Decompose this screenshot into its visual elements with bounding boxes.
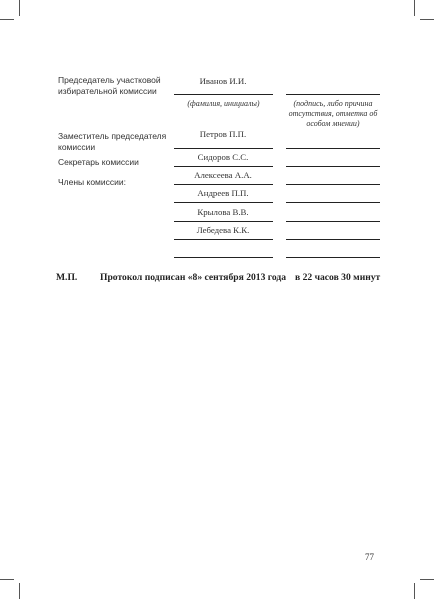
member-signature-line	[286, 221, 380, 222]
member-name: Алексеева А.А.	[194, 170, 252, 180]
chairman-signature-line	[286, 94, 380, 95]
member-name: Сидоров С.С.	[197, 152, 249, 162]
stamp-label: М.П.	[56, 272, 78, 283]
protocol-signed-text: Протокол подписан «8» сентября 2013 года	[100, 272, 287, 283]
member-name-line	[174, 221, 273, 222]
member-name: Андреев П.П.	[197, 188, 249, 198]
blank-name-line	[174, 257, 273, 258]
member-signature-line	[286, 184, 380, 185]
page-number: 77	[365, 552, 374, 562]
hint-name: (фамилия, инициалы)	[187, 99, 260, 108]
crop-mark-top-left-h	[0, 19, 14, 20]
chairman-label: Председатель участковой избирательной комиссии	[58, 75, 161, 96]
protocol-signed-time: в 22 часов 30 минут	[295, 272, 381, 283]
crop-mark-top-left-v	[19, 0, 20, 16]
crop-mark-top-right-v	[414, 0, 415, 16]
hint-signature: (подпись, либо причина отсутствия, отметка об особом мнении)	[288, 99, 378, 128]
crop-mark-bottom-left-h	[0, 579, 14, 580]
member-signature-line	[286, 148, 380, 149]
member-name-line	[174, 239, 273, 240]
secretary-label: Секретарь комиссии	[58, 157, 139, 167]
member-name: Лебедева К.К.	[196, 225, 250, 235]
member-name-line	[174, 148, 273, 149]
members-label: Члены комиссии:	[58, 177, 127, 187]
blank-signature-line	[286, 257, 380, 258]
member-name: Крылова В.В.	[197, 207, 249, 217]
member-signature-line	[286, 202, 380, 203]
member-name-line	[174, 184, 273, 185]
crop-mark-top-right-h	[420, 19, 434, 20]
member-name-line	[174, 202, 273, 203]
crop-mark-bottom-right-h	[420, 579, 434, 580]
member-signature-line	[286, 166, 380, 167]
member-name: Петров П.П.	[199, 129, 247, 139]
crop-mark-bottom-right-v	[414, 583, 415, 599]
member-signature-line	[286, 239, 380, 240]
member-name-line	[174, 166, 273, 167]
deputy-label: Заместитель председателя комиссии	[58, 131, 167, 152]
crop-mark-bottom-left-v	[19, 583, 20, 599]
chairman-name: Иванов И.И.	[199, 76, 247, 86]
chairman-name-line	[174, 94, 273, 95]
